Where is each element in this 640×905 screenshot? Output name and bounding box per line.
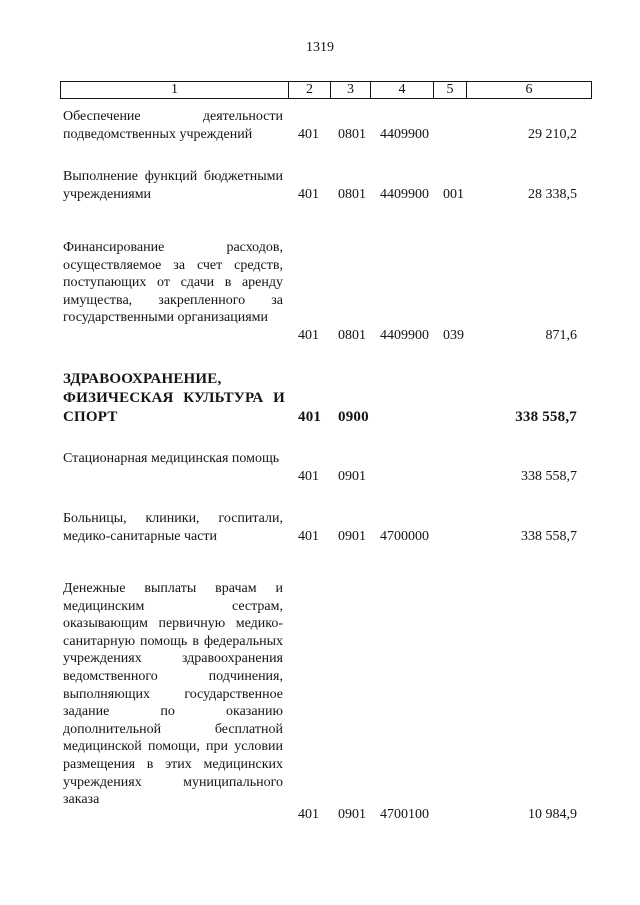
row-col3: 0901 [338, 807, 366, 822]
row-col6: 28 338,5 [528, 187, 577, 202]
table-row [0, 168, 640, 204]
row-col5: 001 [443, 187, 464, 202]
row-col2: 401 [298, 187, 319, 202]
row-col2: 401 [298, 529, 319, 544]
row-description: Обеспечение деятельности подведомственных учреждений [63, 109, 283, 142]
row-description: Финансирование расходов, осуществляемое за счет средств, поступающих от сдачи в аренду имущества, закрепленного за государственными организациями [63, 240, 283, 326]
column-header-1: 1 [61, 82, 289, 99]
column-header-5: 5 [434, 82, 467, 99]
column-header-row [61, 82, 592, 99]
row-col2: 401 [298, 807, 319, 822]
row-col6: 338 558,7 [521, 529, 577, 544]
row-col2: 401 [298, 409, 322, 425]
column-header-4: 4 [371, 82, 434, 99]
row-col4: 4409900 [380, 328, 429, 343]
row-col2: 401 [298, 328, 319, 343]
row-col2: 401 [298, 127, 319, 142]
row-col3: 0801 [338, 127, 366, 142]
table-row [0, 510, 640, 546]
row-description: Стационарная медицинская помощь [63, 451, 280, 466]
row-col6: 10 984,9 [528, 807, 577, 822]
row-col3: 0901 [338, 469, 366, 484]
row-col4: 4409900 [380, 127, 429, 142]
row-col3: 0901 [338, 529, 366, 544]
row-col2: 401 [298, 469, 319, 484]
row-description: Больницы, клиники, госпитали, медико-санитарные части [63, 511, 283, 544]
table-row [0, 239, 640, 347]
row-col4: 4700000 [380, 529, 429, 544]
page-number: 1319 [306, 40, 334, 55]
row-col3: 0801 [338, 187, 366, 202]
section-heading: ЗДРАВООХРАНЕНИЕ, ФИЗИЧЕСКАЯ КУЛЬТУРА И СПОРТ [63, 371, 285, 425]
column-header-table [60, 81, 592, 99]
row-col3: 0801 [338, 328, 366, 343]
row-col6: 29 210,2 [528, 127, 577, 142]
table-row [0, 580, 640, 828]
column-header-3: 3 [331, 82, 371, 99]
column-header-6: 6 [467, 82, 592, 99]
row-col4: 4409900 [380, 187, 429, 202]
row-col6: 338 558,7 [521, 469, 577, 484]
table-row [0, 108, 640, 144]
row-col5: 039 [443, 328, 464, 343]
row-col6: 338 558,7 [515, 409, 577, 425]
row-description: Денежные выплаты врачам и медицинским сестрам, оказывающим первичную медико-санитарную помощь в федеральных учреждениях здравоохранения ведомственного подчинения, выполняющих государственное задание по оказанию дополнительной бесплатной медицинской помощи, при условии размещения в этих медицинских учреждениях муниципального заказа [63, 581, 283, 808]
row-description: Выполнение функций бюджетными учреждениями [63, 169, 283, 202]
row-col3: 0900 [338, 409, 369, 425]
section-heading-row [0, 370, 640, 430]
row-col6: 871,6 [545, 328, 577, 343]
column-header-2: 2 [289, 82, 331, 99]
row-col4: 4700100 [380, 807, 429, 822]
table-row [0, 450, 640, 486]
